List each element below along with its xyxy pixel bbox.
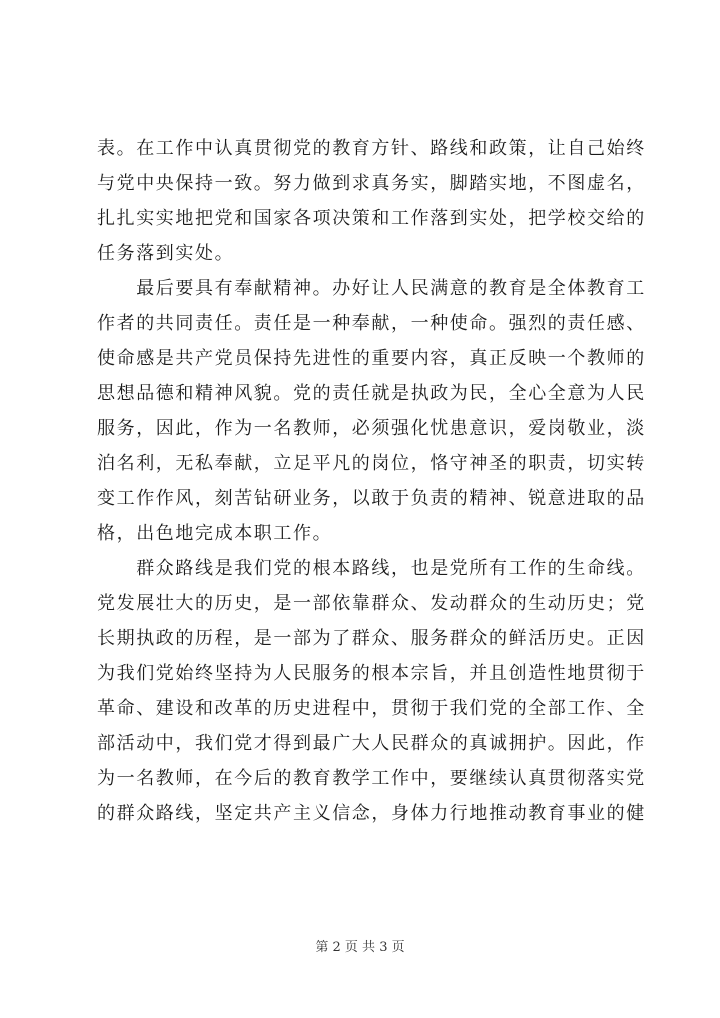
text-line: 长期执政的历程，是一部为了群众、服务群众的鲜活历史。正因 (97, 628, 646, 649)
text-line: 服务，因此，作为一名教师，必须强化忧患意识，爱岗敬业，淡 (97, 418, 646, 439)
text-line: 的群众路线，坚定共产主义信念，身体力行地推动教育事业的健 (97, 803, 646, 824)
text-line: 为一名教师，在今后的教育教学工作中，要继续认真贯彻落实党 (97, 768, 646, 789)
text-line: 变工作作风，刻苦钻研业务，以敢于负责的精神、锐意进取的品 (97, 488, 646, 509)
text-line: 任务落到实处。 (97, 243, 235, 264)
text-line: 党发展壮大的历史，是一部依靠群众、发动群众的生动历史；党 (97, 593, 646, 614)
text-line: 最后要具有奉献精神。办好让人民满意的教育是全体教育工 (97, 278, 646, 299)
text-line: 作者的共同责任。责任是一种奉献，一种使命。强烈的责任感、 (97, 313, 646, 334)
text-line: 部活动中，我们党才得到最广大人民群众的真诚拥护。因此，作 (97, 733, 646, 754)
text-line: 群众路线是我们党的根本路线，也是党所有工作的生命线。 (97, 558, 646, 579)
text-line: 思想品德和精神风貌。党的责任就是执政为民，全心全意为人民 (97, 383, 646, 404)
text-line: 格，出色地完成本职工作。 (97, 523, 333, 544)
text-line: 使命感是共产党员保持先进性的重要内容，真正反映一个教师的 (97, 348, 646, 369)
text-line: 与党中央保持一致。努力做到求真务实，脚踏实地，不图虚名， (97, 173, 646, 194)
page-indicator: 第 2 页 共 3 页 (315, 940, 405, 955)
text-line: 为我们党始终坚持为人民服务的根本宗旨，并且创造性地贯彻于 (97, 663, 646, 684)
text-line: 革命、建设和改革的历史进程中，贯彻于我们党的全部工作、全 (97, 698, 646, 719)
document-body (97, 131, 646, 831)
text-line: 扎扎实实地把党和国家各项决策和工作落到实处，把学校交给的 (97, 208, 646, 229)
text-line: 泊名利，无私奉献，立足平凡的岗位，恪守神圣的职责，切实转 (97, 453, 646, 474)
text-line: 表。在工作中认真贯彻党的教育方针、路线和政策，让自己始终 (97, 138, 646, 159)
page-footer (0, 936, 720, 955)
